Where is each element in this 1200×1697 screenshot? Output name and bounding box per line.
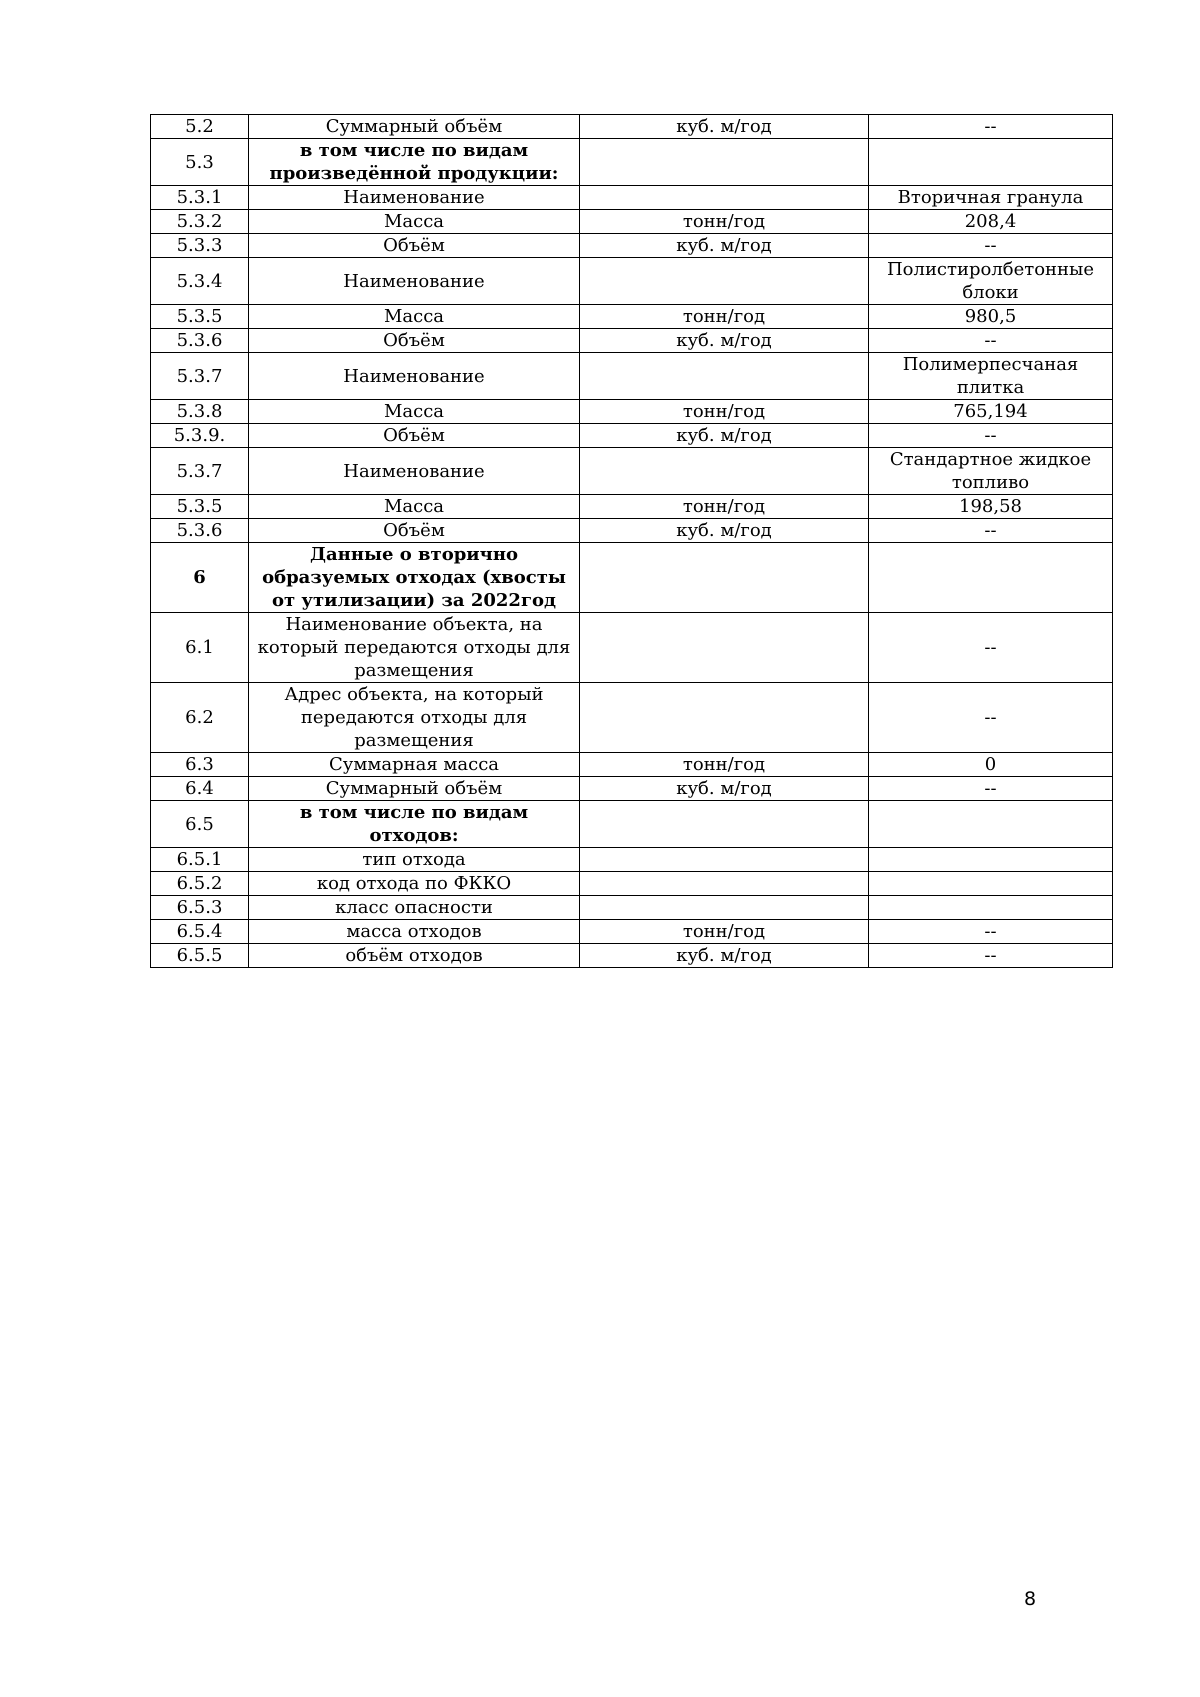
row-name-cell: в том числе по видам отходов: (249, 801, 580, 848)
row-number-cell: 5.3.7 (151, 448, 249, 495)
table-row (151, 495, 1113, 519)
row-value-cell: 980,5 (869, 305, 1113, 329)
row-value-cell: Вторичная гранула (869, 186, 1113, 210)
row-name-cell: объём отходов (249, 944, 580, 968)
row-unit-cell (580, 848, 869, 872)
table-row (151, 683, 1113, 753)
row-unit-cell: куб. м/год (580, 234, 869, 258)
row-name-cell: Масса (249, 210, 580, 234)
row-number-cell: 5.3.6 (151, 329, 249, 353)
row-name-cell: Масса (249, 400, 580, 424)
row-number-cell: 5.3.1 (151, 186, 249, 210)
row-value-cell: -- (869, 115, 1113, 139)
row-number-cell: 5.3.5 (151, 305, 249, 329)
row-unit-cell (580, 186, 869, 210)
table-row (151, 448, 1113, 495)
row-number-cell: 5.3 (151, 139, 249, 186)
table-row (151, 920, 1113, 944)
table-row (151, 872, 1113, 896)
row-name-cell: в том числе по видам произведённой продукции: (249, 139, 580, 186)
row-name-cell: Масса (249, 305, 580, 329)
table-row (151, 777, 1113, 801)
table-row (151, 353, 1113, 400)
row-value-cell: Полистиролбетонные блоки (869, 258, 1113, 305)
row-number-cell: 6.5.1 (151, 848, 249, 872)
row-value-cell: -- (869, 777, 1113, 801)
row-name-cell: Наименование (249, 448, 580, 495)
row-number-cell: 6.5.2 (151, 872, 249, 896)
row-name-cell: Наименование (249, 353, 580, 400)
row-name-cell: Суммарная масса (249, 753, 580, 777)
row-unit-cell: тонн/год (580, 210, 869, 234)
row-number-cell: 6.3 (151, 753, 249, 777)
row-number-cell: 6 (151, 543, 249, 613)
row-name-cell: Объём (249, 519, 580, 543)
table-row (151, 400, 1113, 424)
data-table (150, 114, 1113, 968)
row-number-cell: 6.5.4 (151, 920, 249, 944)
row-number-cell: 6.5.5 (151, 944, 249, 968)
row-name-cell: Суммарный объём (249, 115, 580, 139)
row-unit-cell: куб. м/год (580, 519, 869, 543)
table-row (151, 896, 1113, 920)
row-value-cell: 208,4 (869, 210, 1113, 234)
row-unit-cell (580, 139, 869, 186)
row-unit-cell (580, 353, 869, 400)
table-row (151, 519, 1113, 543)
table-row (151, 234, 1113, 258)
row-value-cell: -- (869, 613, 1113, 683)
row-unit-cell: тонн/год (580, 400, 869, 424)
row-number-cell: 6.2 (151, 683, 249, 753)
table-row (151, 258, 1113, 305)
row-name-cell: код отхода по ФККО (249, 872, 580, 896)
row-unit-cell: тонн/год (580, 920, 869, 944)
row-number-cell: 6.1 (151, 613, 249, 683)
row-value-cell: 198,58 (869, 495, 1113, 519)
table-row (151, 186, 1113, 210)
row-number-cell: 5.2 (151, 115, 249, 139)
row-value-cell: -- (869, 683, 1113, 753)
table-row (151, 801, 1113, 848)
row-unit-cell: куб. м/год (580, 944, 869, 968)
table-row (151, 543, 1113, 613)
row-unit-cell (580, 448, 869, 495)
row-value-cell: Стандартное жидкое топливо (869, 448, 1113, 495)
row-number-cell: 5.3.9. (151, 424, 249, 448)
table-row (151, 753, 1113, 777)
row-value-cell: -- (869, 944, 1113, 968)
row-name-cell: тип отхода (249, 848, 580, 872)
row-unit-cell (580, 801, 869, 848)
table-row (151, 139, 1113, 186)
table-row (151, 848, 1113, 872)
row-value-cell (869, 801, 1113, 848)
row-value-cell: -- (869, 519, 1113, 543)
table-row (151, 424, 1113, 448)
row-unit-cell (580, 258, 869, 305)
row-unit-cell (580, 543, 869, 613)
row-number-cell: 5.3.6 (151, 519, 249, 543)
row-name-cell: класс опасности (249, 896, 580, 920)
row-value-cell (869, 543, 1113, 613)
row-number-cell: 6.4 (151, 777, 249, 801)
row-unit-cell: тонн/год (580, 753, 869, 777)
row-name-cell: Суммарный объём (249, 777, 580, 801)
row-unit-cell: куб. м/год (580, 329, 869, 353)
table-body (151, 115, 1113, 968)
table-row (151, 305, 1113, 329)
row-number-cell: 5.3.7 (151, 353, 249, 400)
row-name-cell: Объём (249, 329, 580, 353)
row-unit-cell: куб. м/год (580, 424, 869, 448)
row-name-cell: масса отходов (249, 920, 580, 944)
row-value-cell: 0 (869, 753, 1113, 777)
table-row (151, 613, 1113, 683)
row-number-cell: 5.3.5 (151, 495, 249, 519)
table-row (151, 115, 1113, 139)
row-value-cell (869, 896, 1113, 920)
row-number-cell: 6.5.3 (151, 896, 249, 920)
row-number-cell: 5.3.3 (151, 234, 249, 258)
row-value-cell: -- (869, 424, 1113, 448)
row-value-cell (869, 872, 1113, 896)
table-row (151, 210, 1113, 234)
row-unit-cell: куб. м/год (580, 115, 869, 139)
row-number-cell: 6.5 (151, 801, 249, 848)
row-unit-cell: куб. м/год (580, 777, 869, 801)
row-value-cell: 765,194 (869, 400, 1113, 424)
page-number: 8 (1024, 1588, 1037, 1610)
row-value-cell: Полимерпесчаная плитка (869, 353, 1113, 400)
row-number-cell: 5.3.2 (151, 210, 249, 234)
row-name-cell: Объём (249, 234, 580, 258)
row-unit-cell (580, 872, 869, 896)
row-number-cell: 5.3.8 (151, 400, 249, 424)
row-name-cell: Наименование объекта, на который передаются отходы для размещения (249, 613, 580, 683)
row-unit-cell (580, 683, 869, 753)
row-name-cell: Наименование (249, 258, 580, 305)
table-row (151, 944, 1113, 968)
row-name-cell: Наименование (249, 186, 580, 210)
row-number-cell: 5.3.4 (151, 258, 249, 305)
row-unit-cell: тонн/год (580, 305, 869, 329)
row-name-cell: Масса (249, 495, 580, 519)
row-name-cell: Данные о вторично образуемых отходах (хвосты от утилизации) за 2022год (249, 543, 580, 613)
row-value-cell (869, 848, 1113, 872)
row-value-cell: -- (869, 329, 1113, 353)
row-unit-cell: тонн/год (580, 495, 869, 519)
row-name-cell: Объём (249, 424, 580, 448)
row-value-cell: -- (869, 920, 1113, 944)
row-unit-cell (580, 896, 869, 920)
table-row (151, 329, 1113, 353)
row-name-cell: Адрес объекта, на который передаются отходы для размещения (249, 683, 580, 753)
row-value-cell: -- (869, 234, 1113, 258)
row-unit-cell (580, 613, 869, 683)
row-value-cell (869, 139, 1113, 186)
